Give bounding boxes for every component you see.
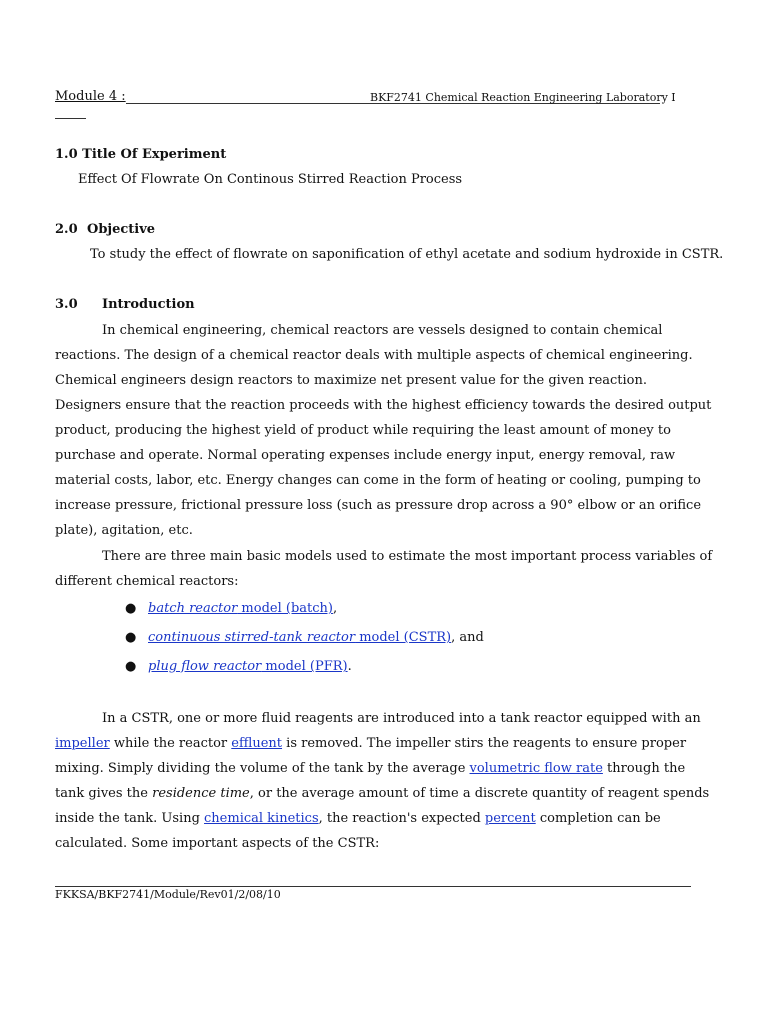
- header-short-rule: [55, 118, 86, 119]
- list-item: ● continuous stirred-tank reactor model (CSTR), and: [125, 630, 484, 645]
- objective-heading: Objective: [87, 222, 156, 237]
- introduction-paragraph-1: [55, 318, 715, 543]
- bullet-icon: ●: [125, 659, 137, 674]
- introduction-number: 3.0: [55, 297, 78, 312]
- footer-rule: [55, 886, 691, 887]
- bullet-icon: ●: [125, 601, 137, 616]
- batch-reactor-link[interactable]: batch reactor model (batch): [148, 601, 333, 616]
- section-title-heading: 1.0 Title Of Experiment: [55, 147, 227, 162]
- chemical-kinetics-link[interactable]: chemical kinetics: [204, 811, 319, 826]
- percent-link[interactable]: percent: [484, 811, 536, 826]
- introduction-paragraph-2: [55, 544, 715, 594]
- introduction-paragraph-2-text: There are three main basic models used to estimate the most important process variables of different chemical reactors:: [55, 549, 713, 589]
- header-module-label: Module 4 :: [55, 89, 126, 104]
- introduction-heading: Introduction: [102, 297, 195, 312]
- introduction-paragraph-1-text: In chemical engineering, chemical reactors are vessels designed to contain chemical reactions. The design of a chemical reactor deals with multiple aspects of chemical engineering. Chemical engineers design reactors to maximize net present value for the given reaction. Designers ensure that the reaction proceeds with the highest efficiency towards the desired output product, producing the highest yield of product while requiring the least amount of money to purchase and operate. Normal operating expenses include energy input, energy removal, raw material costs, labor, etc. Energy changes can come in the form of heating or cooling, pumping to increase pressure, frictional pressure loss (such as pressure drop across a 90° elbow or an orifice plate), agitation, etc.: [55, 323, 712, 538]
- volumetric-flow-rate-link[interactable]: volumetric flow rate: [469, 761, 603, 776]
- objective-text: To study the effect of flowrate on saponification of ethyl acetate and sodium hydroxide in CSTR.: [90, 247, 724, 262]
- footer-document-code: FKKSA/BKF2741/Module/Rev01/2/08/10: [55, 888, 281, 901]
- impeller-link[interactable]: impeller: [55, 736, 110, 751]
- experiment-title-text: Effect Of Flowrate On Continous Stirred Reaction Process: [78, 172, 463, 187]
- list-item: ● batch reactor model (batch),: [125, 601, 338, 616]
- effluent-link[interactable]: effluent: [231, 736, 283, 751]
- list-item: ● plug flow reactor model (PFR).: [125, 659, 352, 674]
- introduction-paragraph-3: In a CSTR, one or more fluid reagents are introduced into a tank reactor equipped with an impeller while the reactor effluent is removed. The impeller stirs the reagents to ensure proper mixing. Simply dividing the volume of the tank by the average volumetric flow rate through the tank gives the residence time, or the average amount of time a discrete quantity of reagent spends inside the tank. Using chemical kinetics, the reaction's expected percent completion can be calculated. Some important aspects of the CSTR:: [55, 711, 710, 851]
- residence-time-term: residence time: [152, 786, 250, 801]
- pfr-link[interactable]: plug flow reactor model (PFR): [148, 659, 348, 674]
- cstr-link[interactable]: continuous stirred-tank reactor model (CSTR): [148, 630, 452, 645]
- objective-number: 2.0: [55, 222, 78, 237]
- bullet-icon: ●: [125, 630, 137, 645]
- reactor-models-list: [125, 601, 484, 688]
- header-course-title: BKF2741 Chemical Reaction Engineering Laboratory I: [370, 91, 676, 104]
